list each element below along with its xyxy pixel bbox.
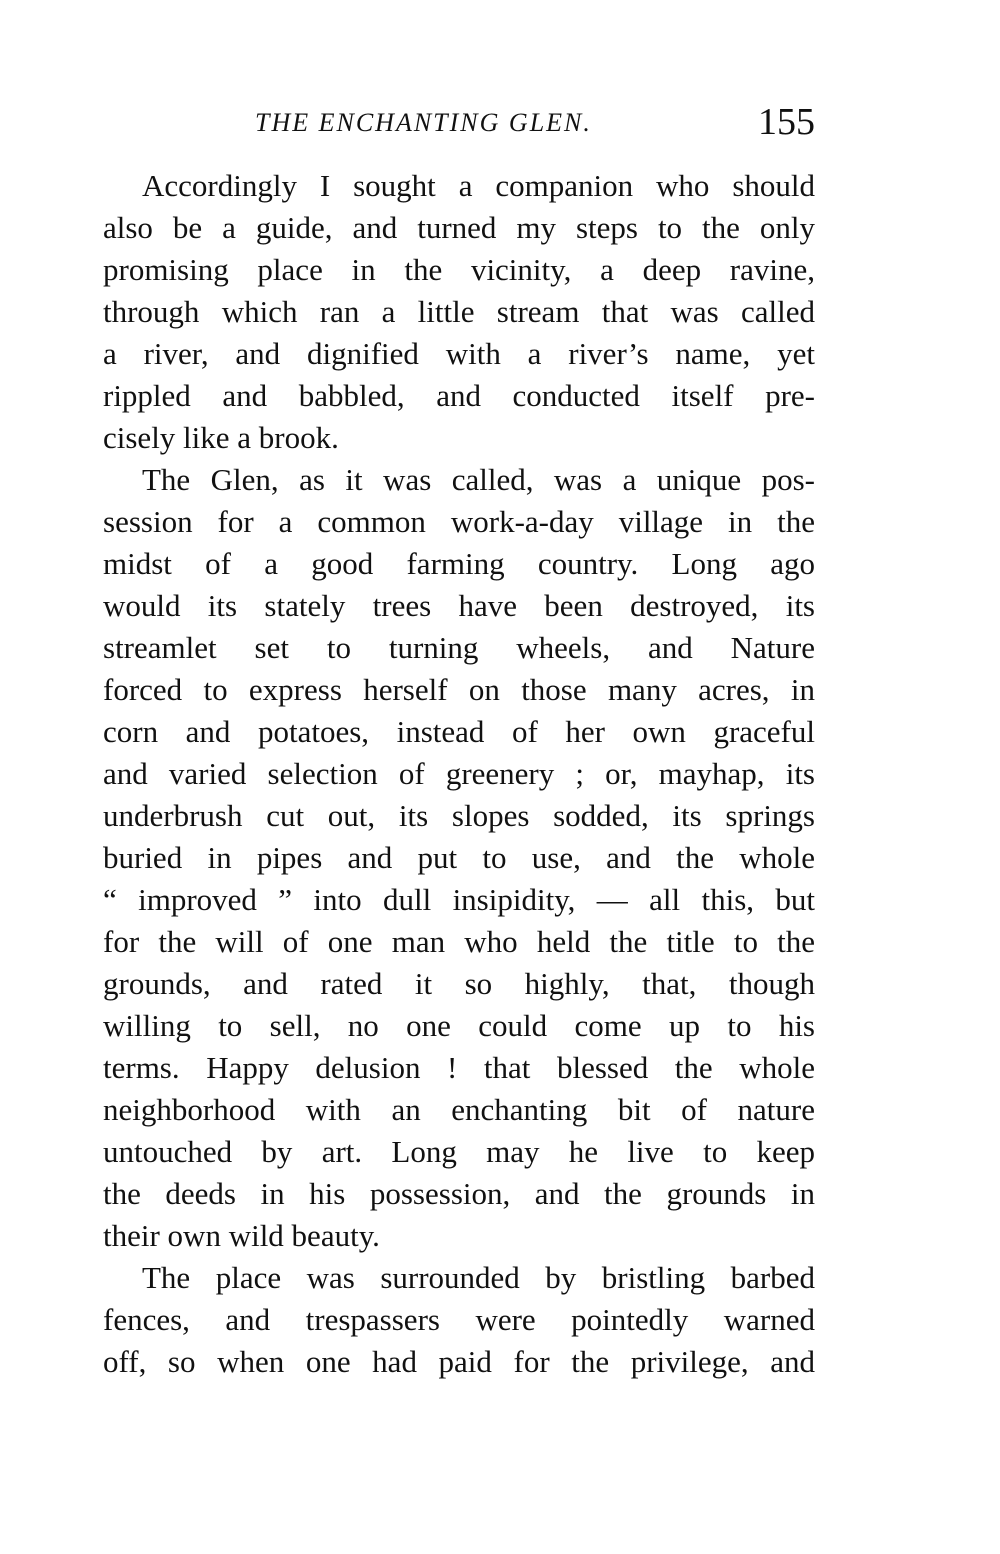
text-line: streamlet set to turning wheels, and Nature — [103, 630, 815, 665]
text-line: Accordingly I sought a companion who should — [142, 168, 815, 203]
text-line: the deeds in his possession, and the grounds in — [103, 1176, 815, 1211]
text-line: fences, and trespassers were pointedly warned — [103, 1302, 815, 1337]
text-line: for the will of one man who held the title to the — [103, 924, 815, 959]
text-line: “ improved ” into dull insipidity, — all this, but — [103, 882, 815, 917]
text-line: forced to express herself on those many acres, in — [103, 672, 815, 707]
text-line: their own wild beauty. — [103, 1218, 380, 1253]
text-line: willing to sell, no one could come up to his — [103, 1008, 815, 1043]
text-line: grounds, and rated it so highly, that, though — [103, 966, 815, 1001]
text-line: through which ran a little stream that was called — [103, 294, 815, 329]
text-line: terms. Happy delusion ! that blessed the whole — [103, 1050, 815, 1085]
text-line: and varied selection of greenery ; or, mayhap, its — [103, 756, 815, 791]
running-head — [103, 100, 815, 150]
text-line: off, so when one had paid for the privilege, and — [103, 1344, 815, 1379]
body-text — [103, 165, 815, 1383]
text-line: promising place in the vicinity, a deep ravine, — [103, 252, 815, 287]
page-number: 155 — [758, 101, 815, 143]
text-line: cisely like a brook. — [103, 420, 339, 455]
text-line: corn and potatoes, instead of her own graceful — [103, 714, 815, 749]
running-title: THE ENCHANTING GLEN. — [255, 108, 592, 137]
text-line: also be a guide, and turned my steps to the only — [103, 210, 815, 245]
text-line: The Glen, as it was called, was a unique pos- — [142, 462, 815, 497]
text-line: neighborhood with an enchanting bit of nature — [103, 1092, 815, 1127]
paragraph — [103, 459, 815, 1257]
text-line: rippled and babbled, and conducted itself pre- — [103, 378, 815, 413]
text-line: buried in pipes and put to use, and the whole — [103, 840, 815, 875]
text-line: midst of a good farming country. Long ago — [103, 546, 815, 581]
text-line: The place was surrounded by bristling barbed — [142, 1260, 815, 1295]
text-line: session for a common work-a-day village in the — [103, 504, 815, 539]
text-line: underbrush cut out, its slopes sodded, its springs — [103, 798, 815, 833]
paragraph — [103, 1257, 815, 1383]
paragraph — [103, 165, 815, 459]
text-line: untouched by art. Long may he live to keep — [103, 1134, 815, 1169]
text-line: a river, and dignified with a river’s name, yet — [103, 336, 815, 371]
text-line: would its stately trees have been destroyed, its — [103, 588, 815, 623]
